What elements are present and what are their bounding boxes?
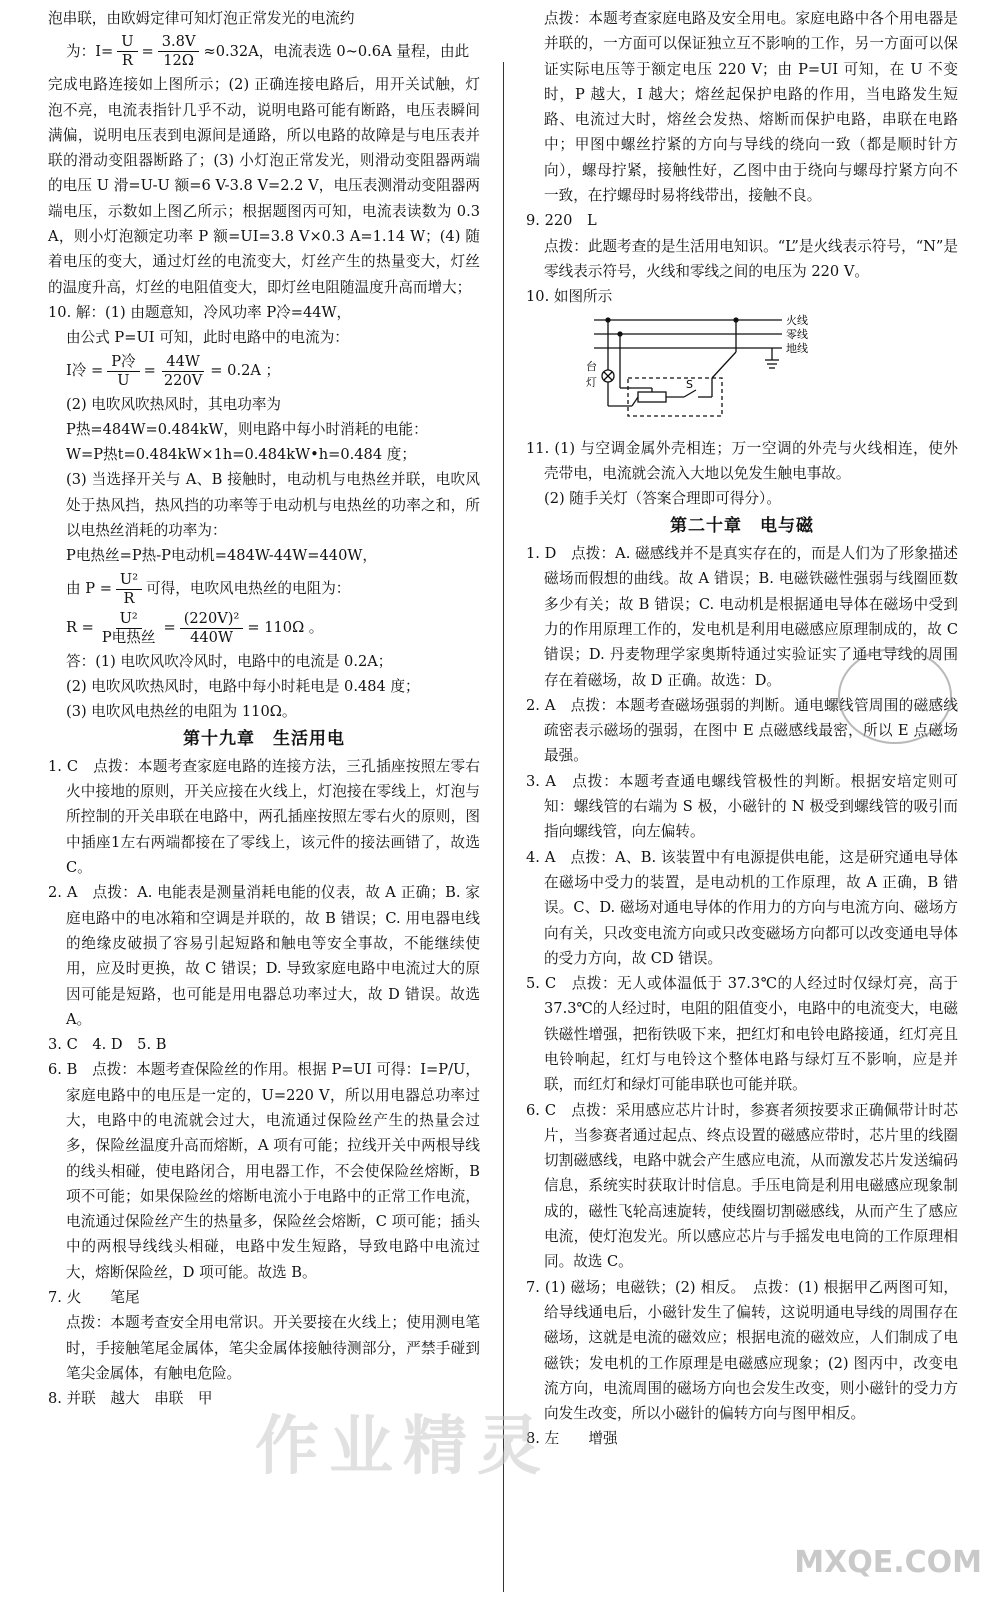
- formula-cold-current: [66, 353, 480, 390]
- text-line: P热=484W=0.484kW，则电路中每小时消耗的电能：: [66, 420, 428, 438]
- label-earth-wire: 地线: [786, 341, 808, 355]
- chapter-19-heading: 第十九章 生活用电: [183, 728, 345, 749]
- denominator: R: [121, 52, 133, 70]
- formula-prefix: 为：I=: [66, 43, 114, 61]
- column-divider: [503, 62, 504, 1592]
- formula-suffix: ≈0.32A，电流表选 0~0.6A 量程，由此: [203, 43, 470, 61]
- denominator: 12Ω: [163, 52, 194, 70]
- answer-item: 10. 如图所示: [526, 288, 613, 306]
- fraction: [116, 571, 142, 608]
- label-lamp-1: 台: [586, 359, 597, 373]
- answer-line: 答：(1) 电吹风吹冷风时，电路中的电流是 0.2A；: [66, 652, 393, 670]
- answer-item: 9. 220 L: [526, 212, 597, 230]
- answer-item: 1. D 点拨：A. 磁感线并不是真实存在的，而是人们为了形象描述磁场而假想的曲线。故 A 错误；B. 电磁铁磁性强弱与线圈匝数多少有关；故 B 错误；C. 电动机是根据通电导体在磁场中受到力的作用原理工作的，发电机是利用电磁感应原理制成的，故 C 错误；D. 丹麦物理学家奥斯特通过实验证实了通电导线的周围存在着磁场，故 D 正确。故选：D。: [526, 545, 958, 689]
- question-10: 10. 解：(1) 由题意知，冷风功率 P冷=44W，: [48, 303, 352, 321]
- fraction: [180, 610, 244, 647]
- formula-equals: =: [143, 362, 156, 380]
- left-column: [48, 6, 480, 1412]
- watermark: 作业精灵: [255, 1410, 551, 1484]
- formula-equals: =: [141, 43, 154, 61]
- fraction: [160, 353, 206, 390]
- formula-prefix: 由 P =: [66, 580, 112, 598]
- wiring-diagram: [586, 312, 836, 424]
- fraction: [158, 33, 200, 70]
- circuit-diagram: [586, 312, 958, 432]
- text-line: 由公式 P=UI 可知，此时电路中的电流为：: [66, 329, 349, 347]
- answer-item: 7. 火 笔尾: [48, 1289, 140, 1307]
- numerator: U: [117, 33, 137, 52]
- formula-prefix: I冷 =: [66, 362, 104, 380]
- formula-suffix: = 0.2A ；: [210, 362, 281, 380]
- formula-current: [66, 33, 480, 70]
- answer-line: (2) 电吹风吹热风时，电路中每小时耗电是 0.484 度；: [66, 677, 420, 695]
- numerator: 3.8V: [158, 33, 200, 52]
- answer-item: 8. 左 增强: [526, 1430, 618, 1448]
- numerator: U²: [116, 610, 142, 629]
- answer-item: 3. A 点拨：本题考查通电螺线管极性的判断。根据安培定则可知：螺线管的右端为 S 极，小磁针的 N 极受到螺线管的吸引而指向螺线管，向左偏转。: [526, 772, 958, 841]
- fraction: [98, 610, 160, 647]
- denominator: U: [117, 371, 130, 389]
- denominator: 440W: [190, 628, 233, 646]
- text-line: P电热丝=P热-P电动机=484W-44W=440W，: [66, 547, 377, 565]
- numerator: (220V)²: [180, 610, 244, 629]
- answer-note: 点拨：本题考查安全用电常识。开关要接在火线上；使用测电笔时，手接触笔尾金属体，笔尖金属体接触待测部分，严禁手碰到笔尖金属体，有触电危险。: [66, 1314, 480, 1382]
- answer-line: (3) 电吹风电热丝的电阻为 110Ω。: [66, 703, 297, 721]
- formula-equals: =: [163, 619, 176, 637]
- fraction: [107, 353, 139, 390]
- text-paragraph: (3) 当选择开关与 A、B 接触时，电动机与电热丝并联，电吹风处于热风挡，热风挡的功率等于电动机与电热丝的功率之和，所以电热丝消耗的功率为：: [66, 471, 480, 540]
- label-lamp-2: 灯: [586, 375, 597, 389]
- answer-item: 6. C 点拨：采用感应芯片计时，参赛者须按要求正确佩带计时芯片，当参赛者通过起点、终点设置的磁感应带时，芯片里的线圈切割磁感线，电路中就会产生感应电流，从而激发芯片发送编码信息，系统实时获取计时信息。手压电筒是利用电磁感应现象制成的，磁性飞轮高速旋转，使线圈切割磁感线，从而产生了感应电流，使灯泡发光。所以感应芯片与手摇发电电筒的工作原理相同。故选 C。: [526, 1101, 958, 1271]
- formula-suffix: 可得，电吹风电热丝的电阻为：: [146, 580, 351, 598]
- answer-item: 2. A 点拨：A. 电能表是测量消耗电能的仪表，故 A 正确；B. 家庭电路中的电冰箱和空调是并联的，故 B 错误；C. 用电器电线的绝缘皮破损了容易引起短路和触电等安全事故，不能继续使用，应及时更换，故 C 错误；D. 导致家庭电路中电流过大的原因可能是短路，也可能是用电器总功率过大，故 D 错误。故选 A。: [48, 884, 480, 1028]
- denominator: R: [123, 589, 135, 607]
- answer-item: 8. 并联 越大 串联 甲: [48, 1390, 213, 1408]
- text-line: W=P热t=0.484kW×1h=0.484kW•h=0.484 度；: [66, 446, 416, 464]
- text-paragraph: 完成电路连接如上图所示；(2) 正确连接电路后，用开关试触，灯泡不亮，电流表指针几乎不动，说明电路可能有断路，电压表瞬间满偏，说明电压表到电源间是通路，所以电路的故障是与电压表并联的滑动变阻器断路了；(3) 小灯泡正常发光，则滑动变阻器两端的电压 U 滑=U-U 额=6 V-3.8 V=2.2 V，电压表测滑动变阻器两端电压，示数如上图乙所示；根据题图丙可知，电流表读数为 0.3 A，则小灯泡额定功率 P 额=UI=3.8 V×0.3 A=1.14 W；(4) 随着电压的变大，通过灯丝的电流变大，灯丝产生的热量变大，灯丝的温度升高，灯丝的电阻值变大，即灯丝电阻随温度升高而增大；: [48, 76, 480, 296]
- answer-item: 1. C 点拨：本题考查家庭电路的连接方法，三孔插座按照左零右火中接地的原则，开关应接在火线上，灯泡接在零线上，灯泡与所控制的开关串联在电路中，两孔插座按照左零右火的原则，图中插座1左右两端都接在了零线上，该元件的接法画错了，故选 C。: [48, 757, 480, 877]
- answer-item: 4. A 点拨：A、B. 该装置中有电源提供电能，这是研究通电导体在磁场中受力的装置，是电动机的工作原理，故 A 正确，B 错误。C、D. 磁场对通电导体的作用力的方向与电流方向、磁场方向有关，只改变电流方向或只改变磁场方向都可以改变通电导体的受力方向，故 CD 错误。: [526, 848, 958, 967]
- chapter-20-heading: 第二十章 电与磁: [670, 515, 814, 536]
- text-line: (2) 电吹风吹热风时，其电功率为: [66, 395, 282, 413]
- answer-note: 点拨：此题考查的是生活用电知识。“L”是火线表示符号，“N”是零线表示符号，火线和零线之间的电压为 220 V。: [544, 237, 958, 280]
- formula-prefix: R =: [66, 619, 94, 637]
- label-live-wire: 火线: [786, 313, 808, 327]
- numerator: P冷: [107, 353, 139, 372]
- denominator: P电热丝: [101, 628, 156, 646]
- text-line: 泡串联，由欧姆定律可知灯泡正常发光的电流约: [48, 10, 355, 27]
- label-neutral-wire: 零线: [786, 327, 808, 341]
- stamp-seal: [838, 648, 952, 744]
- answer-item: 11. (1) 与空调金属外壳相连；万一空调的外壳与火线相连，使外壳带电，电流就会流入大地以免发生触电事故。: [526, 439, 958, 483]
- denominator: 220V: [163, 371, 203, 389]
- answer-item: 6. B 点拨：本题考查保险丝的作用。根据 P=UI 可得：I=P/U，家庭电路中的电压是一定的，U=220 V，所以用电器总功率过大，电路中的电流就会过大，电流通过保险丝产生的热量会过多，保险丝温度升高而熔断，A 项有可能；拉线开关中两根导线的线头相碰，使电路闭合，用电器工作，不会使保险丝熔断，B 项不可能；如果保险丝的熔断电流小于电路中的正常工作电流，电流通过保险丝产生的热量多，保险丝会熔断，C 项可能；插头中的两根导线线头相碰，电路中发生短路，导致电路中电流过大，熔断保险丝，D 项可能。故选 B。: [48, 1061, 480, 1281]
- fraction: [117, 33, 137, 70]
- formula-resistance: [66, 610, 480, 647]
- label-switch: S: [686, 377, 693, 391]
- answer-line: (2) 随手关灯（答案合理即可得分）。: [544, 490, 781, 508]
- formula-power: [66, 571, 480, 608]
- formula-suffix: = 110Ω 。: [247, 619, 324, 637]
- answer-note: 点拨：本题考查家庭电路及安全用电。家庭电路中各个用电器是并联的，一方面可以保证独立互不影响的工作，另一方面可以保证实际电压等于额定电压 220 V；由 P=UI 可知，在 U 不变时，P 越大，I 越大；熔丝起保护电路的作用，当电路发生短路、电流过大时，熔丝会发热、熔断而保护电路，串联在电路中；甲图中螺丝拧紧的方向与导线的绕向一致（都是顺时针方向），螺母拧紧，接触性好，乙图中由于绕向与螺母拧紧方向不一致，在拧螺母时易将线带出，接触不良。: [544, 10, 958, 205]
- numerator: 44W: [162, 353, 204, 372]
- numerator: U²: [116, 571, 142, 590]
- answer-item: 5. C 点拨：无人或体温低于 37.3℃的人经过时仅绿灯亮，高于 37.3℃的人经过时，电阻的阻值变小，电路中的电流变大，电磁铁磁性增强，把衔铁吸下来，把红灯和电铃电路接通，红灯亮且电铃响起，红灯与电铃这个整体电路与绿灯互不影响，应是并联，而红灯和绿灯可能串联也可能并联。: [526, 975, 958, 1094]
- answer-item: 2. A 点拨：本题考查磁场强弱的判断。通电螺线管周围的磁感线疏密表示磁场的强弱，在图中 E 点磁感线最密，所以 E 点磁场最强。: [526, 696, 958, 765]
- site-logo: MXQE.COM: [794, 1545, 982, 1580]
- answer-item: 7. (1) 磁场；电磁铁；(2) 相反。 点拨：(1) 根据甲乙两图可知，给导线通电后，小磁针发生了偏转，这说明通电导线的周围存在磁场，这就是电流的磁效应；根据电流的磁效应，人们制成了电磁铁；发电机的工作原理是电磁感应现象；(2) 图丙中，改变电流方向，电流周围的磁场方向也会发生改变，则小磁针的受力方向发生改变，所以小磁针的偏转方向与图甲相反。: [526, 1278, 958, 1423]
- answer-item: 3. C 4. D 5. B: [48, 1036, 167, 1054]
